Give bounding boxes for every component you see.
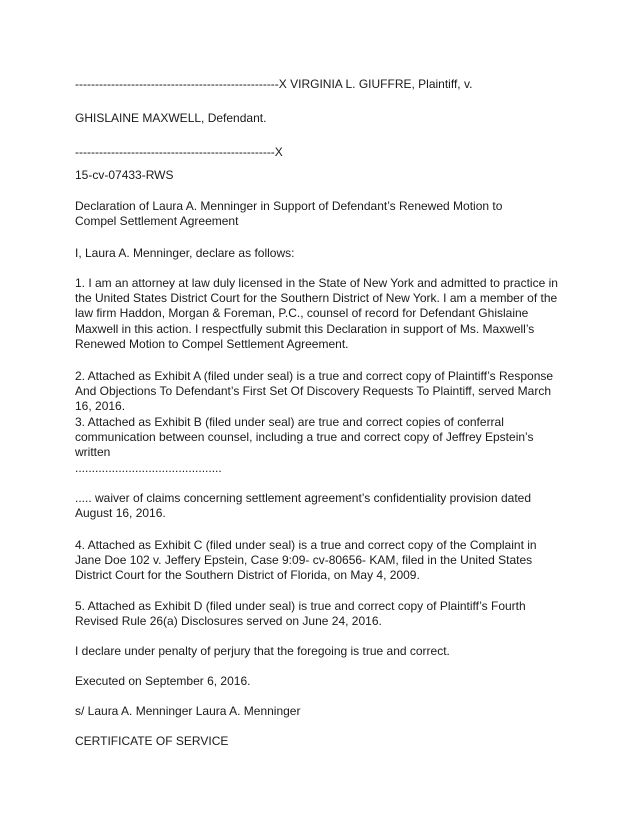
defendant-line: GHISLAINE MAXWELL, Defendant.	[75, 111, 267, 125]
ellipsis-break: ............................................	[75, 461, 222, 475]
intro-line: I, Laura A. Menninger, declare as follows:	[75, 246, 295, 260]
caption-top: ---------------------------------------------------X VIRGINIA L. GIUFFRE, Plaintiff, v.	[75, 77, 473, 91]
signature-line: s/ Laura A. Menninger Laura A. Menninger	[75, 704, 301, 718]
paragraph-5: 5. Attached as Exhibit D (filed under seal) is true and correct copy of Plaintiff’s Fourth Revised Rule 26(a) Disclosures served on June 24, 2016.	[75, 599, 526, 629]
perjury-statement: I declare under penalty of perjury that the foregoing is true and correct.	[75, 644, 450, 658]
paragraph-3-continued: ..... waiver of claims concerning settlement agreement’s confidentiality provision dated August 16, 2016.	[75, 491, 532, 521]
document-title: Declaration of Laura A. Menninger in Support of Defendant’s Renewed Motion to Compel Settlement Agreement	[75, 199, 503, 229]
caption-bottom: --------------------------------------------------X	[75, 145, 283, 159]
paragraph-3: 3. Attached as Exhibit B (filed under seal) are true and correct copies of conferral communication between counsel, including a true and correct copy of Jeffrey Epstein’s written	[75, 415, 534, 460]
executed-line: Executed on September 6, 2016.	[75, 674, 251, 688]
paragraph-4: 4. Attached as Exhibit C (filed under seal) is a true and correct copy of the Complaint in Jane Doe 102 v. Jeffery Epstein, Case 9:09- cv-80656- KAM, filed in the United States District Court for the Southern District of Florida, on May 4, 2009.	[75, 538, 537, 583]
paragraph-1: 1. I am an attorney at law duly licensed in the State of New York and admitted to practice in the United States District Court for the Southern District of New York. I am a member of the law firm Haddon, Morgan & Foreman, P.C., counsel of record for Defendant Ghislaine Maxwell in this action. I respectfully submit this Declaration in support of Ms. Maxwell’s Renewed Motion to Compel Settlement Agreement.	[75, 276, 558, 351]
paragraph-2: 2. Attached as Exhibit A (filed under seal) is a true and correct copy of Plaintiff’s Response And Objections To Defendant’s First Set Of Discovery Requests To Plaintiff, served March 16, 2016.	[75, 369, 554, 414]
certificate-heading: CERTIFICATE OF SERVICE	[75, 734, 229, 748]
case-number: 15-cv-07433-RWS	[75, 168, 174, 182]
